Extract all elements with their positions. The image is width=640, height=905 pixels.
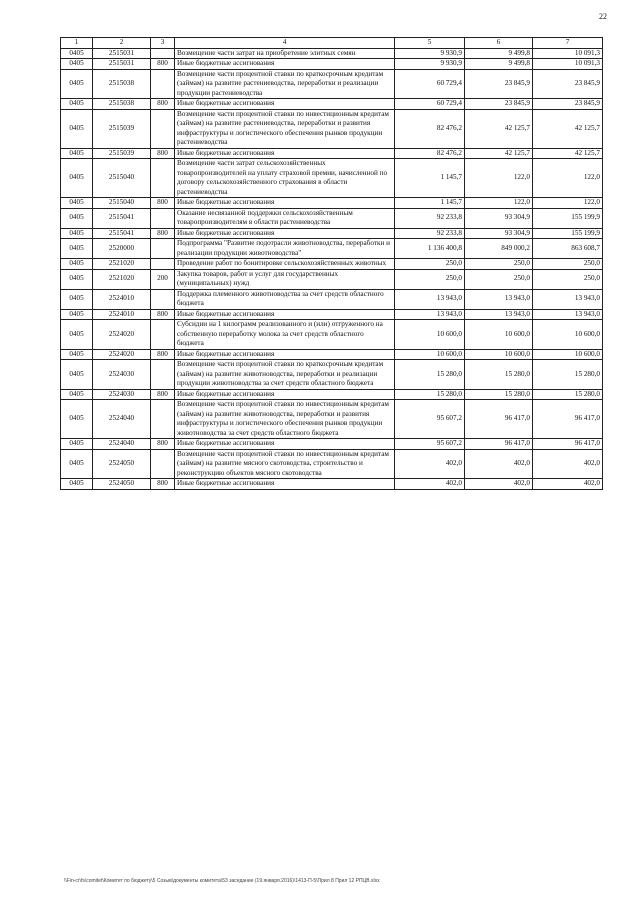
col-header: 2 <box>93 38 151 49</box>
col-header: 5 <box>395 38 465 49</box>
target-code-cell: 2515040 <box>93 159 151 198</box>
expense-type-cell <box>151 400 175 439</box>
section-code-cell: 0405 <box>61 349 93 360</box>
amount-col6-cell: 10 600,0 <box>465 320 533 350</box>
table-row <box>61 360 603 390</box>
amount-col5-cell: 13 943,0 <box>395 289 465 309</box>
amount-col6-cell: 13 943,0 <box>465 309 533 320</box>
section-code-cell: 0405 <box>61 309 93 320</box>
amount-col7-cell: 96 417,0 <box>533 400 603 439</box>
amount-col5-cell: 82 476,2 <box>395 148 465 159</box>
amount-col6-cell: 23 845,9 <box>465 99 533 110</box>
amount-col7-cell: 122,0 <box>533 198 603 209</box>
amount-col5-cell: 15 280,0 <box>395 389 465 400</box>
item-name-cell: Поддержка племенного животноводства за счет средств областного бюджета <box>175 289 395 309</box>
section-code-cell: 0405 <box>61 239 93 259</box>
amount-col7-cell: 155 199,9 <box>533 208 603 228</box>
amount-col7-cell: 42 125,7 <box>533 148 603 159</box>
expense-type-cell <box>151 69 175 99</box>
table-row <box>61 59 603 70</box>
expense-type-cell: 800 <box>151 309 175 320</box>
item-name-cell: Возмещение части процентной ставки по инвестиционным кредитам (займам) на развитие мясного скотоводства, строительство и реконструкцию объектов мясного скотоводства <box>175 449 395 479</box>
target-code-cell: 2524040 <box>93 439 151 450</box>
table-row <box>61 320 603 350</box>
amount-col7-cell: 10 091,3 <box>533 59 603 70</box>
target-code-cell: 2524050 <box>93 479 151 490</box>
expense-type-cell: 800 <box>151 148 175 159</box>
amount-col6-cell: 23 845,9 <box>465 69 533 99</box>
table-row <box>61 400 603 439</box>
section-code-cell: 0405 <box>61 289 93 309</box>
amount-col7-cell: 23 845,9 <box>533 69 603 99</box>
amount-col7-cell: 42 125,7 <box>533 109 603 148</box>
expense-type-cell: 800 <box>151 389 175 400</box>
section-code-cell: 0405 <box>61 449 93 479</box>
table-body <box>61 48 603 489</box>
section-code-cell: 0405 <box>61 198 93 209</box>
item-name-cell: Возмещение части затрат сельскохозяйственных товаропроизводителей на уплату страховой премии, начисленной по договору сельскохозяйственного страхования в области растениеводства <box>175 159 395 198</box>
section-code-cell: 0405 <box>61 228 93 239</box>
target-code-cell: 2515038 <box>93 69 151 99</box>
amount-col7-cell: 250,0 <box>533 269 603 289</box>
amount-col6-cell: 15 280,0 <box>465 360 533 390</box>
col-header: 3 <box>151 38 175 49</box>
item-name-cell: Оказание несвязанной поддержки сельскохозяйственным товаропроизводителям в области растениеводства <box>175 208 395 228</box>
amount-col6-cell: 10 600,0 <box>465 349 533 360</box>
amount-col7-cell: 13 943,0 <box>533 309 603 320</box>
amount-col5-cell: 250,0 <box>395 259 465 270</box>
expense-type-cell <box>151 289 175 309</box>
amount-col5-cell: 1 145,7 <box>395 159 465 198</box>
item-name-cell: Иные бюджетные ассигнования <box>175 479 395 490</box>
amount-col7-cell: 250,0 <box>533 259 603 270</box>
amount-col7-cell: 13 943,0 <box>533 289 603 309</box>
item-name-cell: Иные бюджетные ассигнования <box>175 389 395 400</box>
expense-type-cell: 800 <box>151 99 175 110</box>
expense-type-cell: 800 <box>151 479 175 490</box>
amount-col5-cell: 82 476,2 <box>395 109 465 148</box>
section-code-cell: 0405 <box>61 99 93 110</box>
table-row <box>61 349 603 360</box>
amount-col6-cell: 96 417,0 <box>465 439 533 450</box>
item-name-cell: Иные бюджетные ассигнования <box>175 228 395 239</box>
section-code-cell: 0405 <box>61 148 93 159</box>
table-row <box>61 259 603 270</box>
amount-col5-cell: 10 600,0 <box>395 349 465 360</box>
amount-col6-cell: 250,0 <box>465 259 533 270</box>
target-code-cell: 2524050 <box>93 449 151 479</box>
item-name-cell: Закупка товаров, работ и услуг для государственных (муниципальных) нужд <box>175 269 395 289</box>
amount-col6-cell: 9 499,8 <box>465 59 533 70</box>
expense-type-cell <box>151 449 175 479</box>
section-code-cell: 0405 <box>61 69 93 99</box>
expense-type-cell: 800 <box>151 198 175 209</box>
target-code-cell: 2515040 <box>93 198 151 209</box>
expense-type-cell: 800 <box>151 228 175 239</box>
amount-col6-cell: 402,0 <box>465 449 533 479</box>
item-name-cell: Иные бюджетные ассигнования <box>175 198 395 209</box>
amount-col7-cell: 10 091,3 <box>533 48 603 59</box>
section-code-cell: 0405 <box>61 400 93 439</box>
amount-col7-cell: 402,0 <box>533 479 603 490</box>
amount-col7-cell: 23 845,9 <box>533 99 603 110</box>
item-name-cell: Иные бюджетные ассигнования <box>175 349 395 360</box>
target-code-cell: 2515039 <box>93 148 151 159</box>
expense-type-cell <box>151 320 175 350</box>
table-row <box>61 69 603 99</box>
amount-col7-cell: 402,0 <box>533 449 603 479</box>
table-header-row <box>61 38 603 49</box>
item-name-cell: Возмещение части процентной ставки по инвестиционным кредитам (займам) на развитие животноводства, переработки и развития инфраструктуры и логистического обеспечения рынков продукции животноводства за счет средств областного бюджета <box>175 400 395 439</box>
table-row <box>61 208 603 228</box>
section-code-cell: 0405 <box>61 259 93 270</box>
table-row <box>61 148 603 159</box>
amount-col7-cell: 15 280,0 <box>533 360 603 390</box>
amount-col5-cell: 402,0 <box>395 449 465 479</box>
target-code-cell: 2515039 <box>93 109 151 148</box>
table-row <box>61 239 603 259</box>
target-code-cell: 2515031 <box>93 59 151 70</box>
section-code-cell: 0405 <box>61 159 93 198</box>
amount-col5-cell: 9 930,9 <box>395 59 465 70</box>
amount-col6-cell: 93 304,9 <box>465 228 533 239</box>
expense-type-cell <box>151 259 175 270</box>
amount-col6-cell: 42 125,7 <box>465 148 533 159</box>
amount-col6-cell: 849 000,2 <box>465 239 533 259</box>
table-row <box>61 309 603 320</box>
amount-col7-cell: 96 417,0 <box>533 439 603 450</box>
expense-type-cell <box>151 208 175 228</box>
target-code-cell: 2520000 <box>93 239 151 259</box>
target-code-cell: 2524010 <box>93 289 151 309</box>
item-name-cell: Возмещение части процентной ставки по краткосрочным кредитам (займам) на развитие животноводства, переработки и реализации продукции животноводства за счет средств областного бюджета <box>175 360 395 390</box>
amount-col6-cell: 13 943,0 <box>465 289 533 309</box>
file-path-footer: \\Fin-cr\fs\comitet\Комитет по бюджету\5 Созыв\документы комитета\53 заседание (19.января.2016)\1413-П-5\Прил 8 Прил 12 РПЦВ.xlsx <box>64 878 380 884</box>
amount-col6-cell: 42 125,7 <box>465 109 533 148</box>
target-code-cell: 2515041 <box>93 208 151 228</box>
expense-type-cell: 800 <box>151 349 175 360</box>
amount-col5-cell: 10 600,0 <box>395 320 465 350</box>
item-name-cell: Иные бюджетные ассигнования <box>175 99 395 110</box>
table-row <box>61 439 603 450</box>
target-code-cell: 2524020 <box>93 349 151 360</box>
amount-col7-cell: 122,0 <box>533 159 603 198</box>
table-row <box>61 99 603 110</box>
expense-type-cell <box>151 159 175 198</box>
amount-col6-cell: 93 304,9 <box>465 208 533 228</box>
table-row <box>61 269 603 289</box>
expense-type-cell <box>151 239 175 259</box>
page-number: 22 <box>599 12 607 21</box>
expense-type-cell <box>151 109 175 148</box>
amount-col5-cell: 60 729,4 <box>395 69 465 99</box>
amount-col5-cell: 15 280,0 <box>395 360 465 390</box>
item-name-cell: Иные бюджетные ассигнования <box>175 309 395 320</box>
amount-col5-cell: 250,0 <box>395 269 465 289</box>
amount-col5-cell: 1 145,7 <box>395 198 465 209</box>
target-code-cell: 2524030 <box>93 360 151 390</box>
section-code-cell: 0405 <box>61 360 93 390</box>
target-code-cell: 2524010 <box>93 309 151 320</box>
expense-type-cell: 200 <box>151 269 175 289</box>
col-header: 7 <box>533 38 603 49</box>
item-name-cell: Иные бюджетные ассигнования <box>175 148 395 159</box>
section-code-cell: 0405 <box>61 389 93 400</box>
table-row <box>61 389 603 400</box>
target-code-cell: 2524030 <box>93 389 151 400</box>
expense-type-cell <box>151 360 175 390</box>
target-code-cell: 2515031 <box>93 48 151 59</box>
col-header: 6 <box>465 38 533 49</box>
table-row <box>61 48 603 59</box>
col-header: 1 <box>61 38 93 49</box>
section-code-cell: 0405 <box>61 439 93 450</box>
section-code-cell: 0405 <box>61 479 93 490</box>
amount-col6-cell: 122,0 <box>465 159 533 198</box>
amount-col5-cell: 9 930,9 <box>395 48 465 59</box>
item-name-cell: Проведение работ по бонитировке сельскохозяйственных животных <box>175 259 395 270</box>
amount-col5-cell: 92 233,8 <box>395 208 465 228</box>
section-code-cell: 0405 <box>61 48 93 59</box>
target-code-cell: 2524020 <box>93 320 151 350</box>
target-code-cell: 2524040 <box>93 400 151 439</box>
amount-col6-cell: 402,0 <box>465 479 533 490</box>
amount-col7-cell: 10 600,0 <box>533 349 603 360</box>
table-row <box>61 109 603 148</box>
item-name-cell: Иные бюджетные ассигнования <box>175 59 395 70</box>
expense-type-cell: 800 <box>151 59 175 70</box>
table-row <box>61 479 603 490</box>
amount-col7-cell: 863 608,7 <box>533 239 603 259</box>
table-row <box>61 289 603 309</box>
expense-type-cell: 800 <box>151 439 175 450</box>
item-name-cell: Субсидии на 1 килограмм реализованного и (или) отгруженного на собственную переработку молока за счет средств областного бюджета <box>175 320 395 350</box>
amount-col7-cell: 15 280,0 <box>533 389 603 400</box>
target-code-cell: 2515041 <box>93 228 151 239</box>
table-row <box>61 449 603 479</box>
amount-col7-cell: 155 199,9 <box>533 228 603 239</box>
item-name-cell: Возмещение части затрат на приобретение элитных семян <box>175 48 395 59</box>
expense-type-cell <box>151 48 175 59</box>
item-name-cell: Подпрограмма "Развитие подотрасли животноводства, переработки и реализации продукции животноводства" <box>175 239 395 259</box>
item-name-cell: Иные бюджетные ассигнования <box>175 439 395 450</box>
section-code-cell: 0405 <box>61 109 93 148</box>
amount-col5-cell: 60 729,4 <box>395 99 465 110</box>
table-row <box>61 159 603 198</box>
amount-col5-cell: 95 607,2 <box>395 439 465 450</box>
amount-col5-cell: 13 943,0 <box>395 309 465 320</box>
table-row <box>61 228 603 239</box>
item-name-cell: Возмещение части процентной ставки по краткосрочным кредитам (займам) на развитие растениеводства, переработки и реализации продукции растениеводства <box>175 69 395 99</box>
amount-col5-cell: 92 233,8 <box>395 228 465 239</box>
amount-col6-cell: 9 499,8 <box>465 48 533 59</box>
amount-col5-cell: 95 607,2 <box>395 400 465 439</box>
target-code-cell: 2521020 <box>93 259 151 270</box>
section-code-cell: 0405 <box>61 59 93 70</box>
amount-col6-cell: 96 417,0 <box>465 400 533 439</box>
amount-col7-cell: 10 600,0 <box>533 320 603 350</box>
table-row <box>61 198 603 209</box>
section-code-cell: 0405 <box>61 320 93 350</box>
amount-col6-cell: 250,0 <box>465 269 533 289</box>
item-name-cell: Возмещение части процентной ставки по инвестиционным кредитам (займам) на развитие растениеводства, переработки и развития инфраструктуры и логистического обеспечения рынков продукции растениеводства <box>175 109 395 148</box>
target-code-cell: 2521020 <box>93 269 151 289</box>
section-code-cell: 0405 <box>61 208 93 228</box>
amount-col6-cell: 15 280,0 <box>465 389 533 400</box>
amount-col5-cell: 1 136 400,8 <box>395 239 465 259</box>
amount-col5-cell: 402,0 <box>395 479 465 490</box>
amount-col6-cell: 122,0 <box>465 198 533 209</box>
target-code-cell: 2515038 <box>93 99 151 110</box>
section-code-cell: 0405 <box>61 269 93 289</box>
col-header: 4 <box>175 38 395 49</box>
budget-table <box>60 37 603 490</box>
